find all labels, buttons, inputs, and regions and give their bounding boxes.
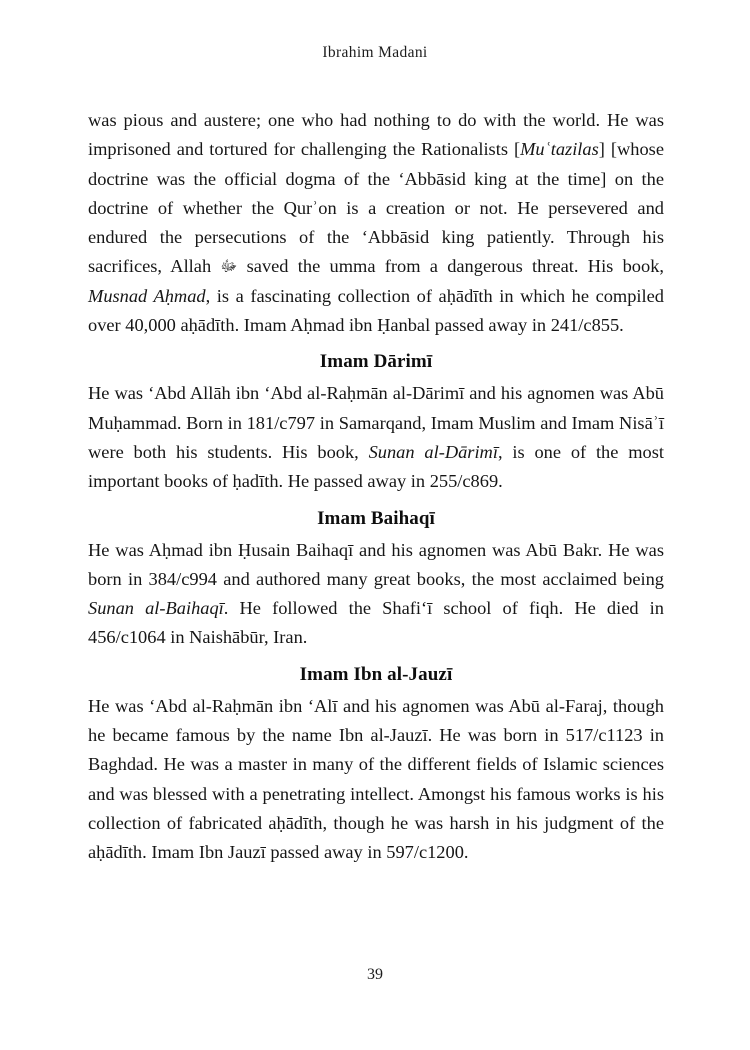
paragraph-baihaqi (88, 536, 664, 653)
section-heading-ibn-al-jauzi: Imam Ibn al-Jauzī (299, 663, 453, 685)
paragraph-baihaqi-part2: . He followed the Shafiʻī school of fiqh. He died in 456/c1064 in Naishābūr, Iran. (88, 598, 664, 648)
title-musnad-ahmad: Musnad Aḥmad (88, 285, 206, 306)
paragraph-ibn-al-jauzi-part1: He was ʻAbd al-Raḥmān ibn ʻAlī and his agnomen was Abū al-Faraj, though he became famous by the name Ibn al-Jauzī. He was born in 517/c1123 in Baghdad. He was a master in many of the different fields of Islamic sciences and was blessed with a penetrating intellect. Amongst his famous works is his collection of fabricated aḥādīth, though he was harsh in his judgment of the aḥādīth. Imam Ibn Jauzī passed away in 597/c1200. (88, 695, 664, 863)
paragraph-continued-part3: saved the umma from a dangerous threat. His book, (237, 256, 664, 277)
paragraph-darimi-part2: , is one of the most important books of ḥadīth. He passed away in 255/c869. (88, 441, 664, 492)
page-number: 39 (367, 966, 383, 983)
title-mutazilas: Muʿtazilas (520, 139, 599, 160)
title-sunan-al-darimi: Sunan al-Dārimī (368, 441, 498, 462)
text-block (88, 106, 664, 868)
title-sunan-al-baihaqi: Sunan al-Baihaqī (88, 598, 224, 619)
section-heading-baihaqi: Imam Baihaqī (317, 507, 435, 529)
paragraph-continued-part1: was pious and austere; one who had nothing to do with the world. He was imprisoned and tortured for challenging the Rationalists [ (88, 110, 664, 160)
paragraph-continued-part2: ] [whose doctrine was the official dogma of the ʻAbbāsid king at the time] on the doctrine of whether the Qurʾon is a creation or not. He persevered and endured the persecutions of the ʻAbbāsid king patiently. Through his sacrifices, Allah (88, 139, 665, 277)
running-head: Ibrahim Madani (322, 44, 428, 61)
paragraph-baihaqi-part1: He was Aḥmad ibn Ḥusain Baihaqī and his agnomen was Abū Bakr. He was born in 384/c994 and authored many great books, the most acclaimed being (88, 539, 664, 589)
section-heading-darimi: Imam Dārimī (319, 351, 433, 373)
paragraph-darimi (88, 379, 664, 496)
paragraph-continued: was pious and austere; one who had nothing to do with the world. He was imprisoned and tortured for challenging the Rationalists [Muʿtazilas] [whose doctrine was the official dogma of the ʻAbbāsid king at the time] on the doctrine of whether the Qurʾon is a creation or not. He persevered and endured the persecutions of the ʻAbbāsid king patiently. Through his sacrifices, Allah ﷻ saved the umma from a dangerous threat. His book, Musnad Aḥmad, is a fascinating collection of aḥādīth in which he compiled over 40,000 aḥādīth. Imam Aḥmad ibn Ḥanbal passed away in 241/c855. (88, 110, 665, 336)
paragraph-darimi-part1: He was ʻAbd Allāh ibn ʻAbd al-Raḥmān al-Dārimī and his agnomen was Abū Muḥammad. Born in 181/c797 in Samarqand, Imam Muslim and Imam Nisāʾī were both his students. His book, (88, 383, 664, 462)
paragraph-ibn-al-jauzi (88, 692, 664, 868)
paragraph-continued-part4: , is a fascinating collection of aḥādīth in which he compiled over 40,000 aḥādīth. Imam Aḥmad ibn Ḥanbal passed away in 241/c855. (88, 285, 665, 336)
